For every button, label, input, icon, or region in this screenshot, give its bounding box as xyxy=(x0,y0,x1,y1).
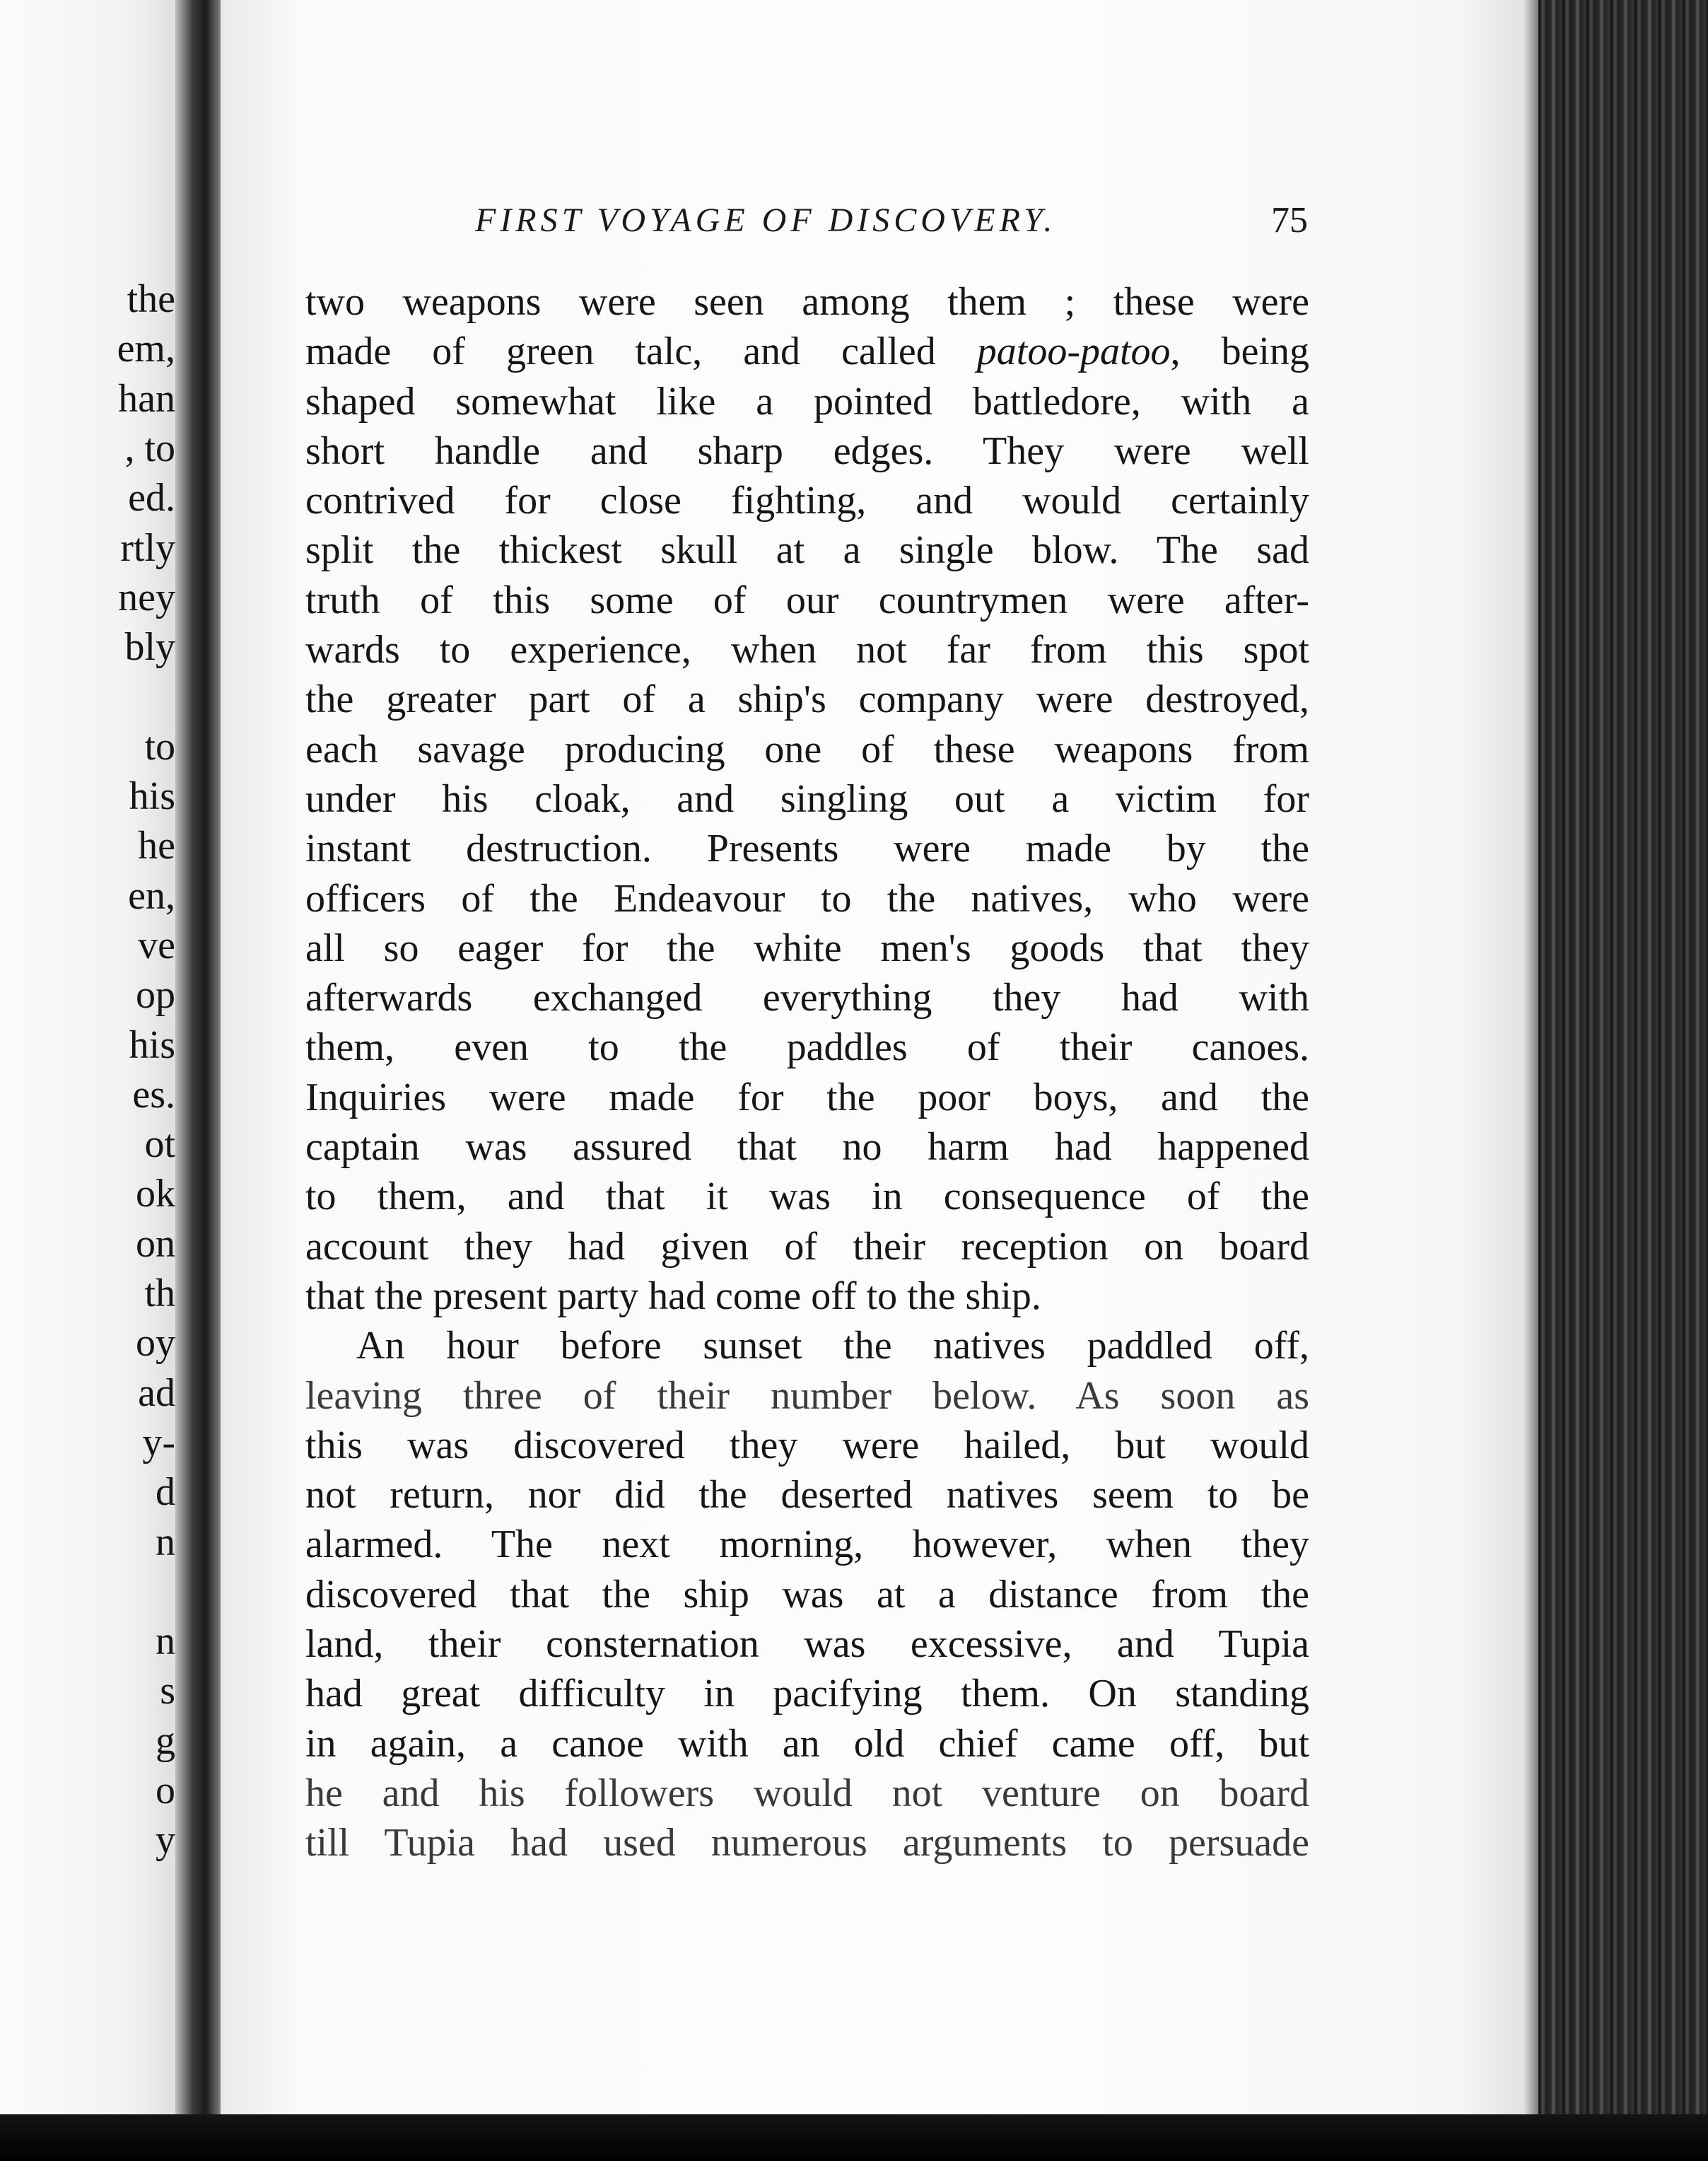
text-line: contrived for close fighting, and would certainly xyxy=(305,479,1309,523)
left-page-fragment: he xyxy=(138,824,175,868)
text-line: that the present party had come off to the ship. xyxy=(305,1274,1041,1318)
left-page-fragment: op xyxy=(136,973,175,1018)
text-line: to them, and that it was in consequence of the xyxy=(305,1175,1309,1219)
text-line: alarmed. The next morning, however, when they xyxy=(305,1522,1309,1567)
left-page-fragment: , to xyxy=(124,426,175,470)
left-page-fragment: ney xyxy=(118,575,175,619)
left-page-fragment: his xyxy=(129,774,175,818)
page-number: 75 xyxy=(1271,200,1308,240)
left-page-fragment: n xyxy=(156,1619,175,1664)
page-header xyxy=(255,192,1329,249)
text-line: captain was assured that no harm had happened xyxy=(305,1125,1309,1170)
text-line: truth of this some of our countrymen were after- xyxy=(305,578,1309,622)
left-page-fragment: the xyxy=(127,277,175,321)
text-line: till Tupia had used numerous arguments to persuade xyxy=(305,1821,1309,1865)
left-page-fragment: bly xyxy=(124,625,175,670)
text-line: split the thickest skull at a single blow. The sad xyxy=(305,528,1309,573)
left-page-fragment: rtly xyxy=(120,525,175,570)
left-page-fragment: em, xyxy=(117,327,175,371)
text-line: wards to experience, when not far from this spot xyxy=(305,628,1309,672)
left-page-fragment: ok xyxy=(136,1172,175,1216)
text-line: made of green talc, and called patoo-patoo, being xyxy=(305,330,1309,374)
left-page-fragment: d xyxy=(156,1470,175,1515)
running-head: FIRST VOYAGE OF DISCOVERY. xyxy=(475,202,1057,239)
text-line: instant destruction. Presents were made by the xyxy=(305,827,1309,871)
text-line: discovered that the ship was at a distance from the xyxy=(305,1572,1309,1617)
left-page-fragment: es. xyxy=(132,1072,175,1117)
text-line: the greater part of a ship's company were destroyed, xyxy=(305,677,1309,722)
text-line: afterwards exchanged everything they had with xyxy=(305,976,1309,1020)
text-line: leaving three of their number below. As soon as xyxy=(305,1373,1309,1418)
text-line: he and his followers would not venture on board xyxy=(305,1771,1309,1815)
text-line: Inquiries were made for the poor boys, and the xyxy=(305,1075,1309,1119)
left-page-fragment: to xyxy=(144,724,175,769)
left-page-fragment: oy xyxy=(136,1321,175,1365)
left-page-fragment: y- xyxy=(142,1420,175,1464)
left-page-fragment: th xyxy=(144,1271,175,1315)
left-page-fragment: o xyxy=(156,1769,175,1812)
text-line: this was discovered they were hailed, but would xyxy=(305,1423,1309,1467)
text-line: them, even to the paddles of their canoes. xyxy=(305,1025,1309,1070)
left-page-fragment: han xyxy=(118,376,175,421)
text-line: land, their consternation was excessive, and Tupia xyxy=(305,1622,1309,1667)
text-line: shaped somewhat like a pointed battledore, with a xyxy=(305,379,1309,424)
left-page-fragment: en, xyxy=(128,873,175,918)
text-line: in again, a canoe with an old chief came off, but xyxy=(305,1721,1309,1766)
text-line: under his cloak, and singling out a victim for xyxy=(305,776,1309,821)
scan-shadow xyxy=(0,2114,1708,2161)
left-page-fragment: y xyxy=(156,1818,175,1863)
left-page-fragment: ve xyxy=(138,923,175,967)
text-line: officers of the Endeavour to the natives, who were xyxy=(305,876,1309,921)
left-page-fragment: ed. xyxy=(128,476,175,520)
text-line: had great difficulty in pacifying them. On standing xyxy=(305,1672,1309,1716)
text-line: all so eager for the white men's goods that they xyxy=(305,926,1309,970)
text-line: not return, nor did the deserted natives seem to be xyxy=(305,1473,1309,1518)
text-line: two weapons were seen among them ; these were xyxy=(305,280,1309,324)
left-page-fragment: on xyxy=(136,1221,175,1266)
left-page-fragment: n xyxy=(156,1520,175,1564)
text-line: short handle and sharp edges. They were well xyxy=(305,429,1309,473)
left-page-fragment: ad xyxy=(138,1370,175,1415)
paragraph-2 xyxy=(305,1321,1309,1868)
book-gutter xyxy=(175,0,226,2114)
text-line: each savage producing one of these weapons from xyxy=(305,727,1309,771)
paragraph-1 xyxy=(305,277,1309,1321)
page-fore-edge xyxy=(1523,0,1708,2161)
left-page-fragment: s xyxy=(160,1669,175,1713)
text-line: account they had given of their reception on board xyxy=(305,1224,1309,1269)
body-text xyxy=(305,277,1309,1868)
left-page-fragment: g xyxy=(156,1718,175,1763)
text-line: An hour before sunset the natives paddled off, xyxy=(356,1324,1309,1368)
left-page-fragment: ot xyxy=(144,1122,175,1167)
left-facing-page xyxy=(0,0,185,2114)
left-page-fragment: his xyxy=(129,1023,175,1067)
